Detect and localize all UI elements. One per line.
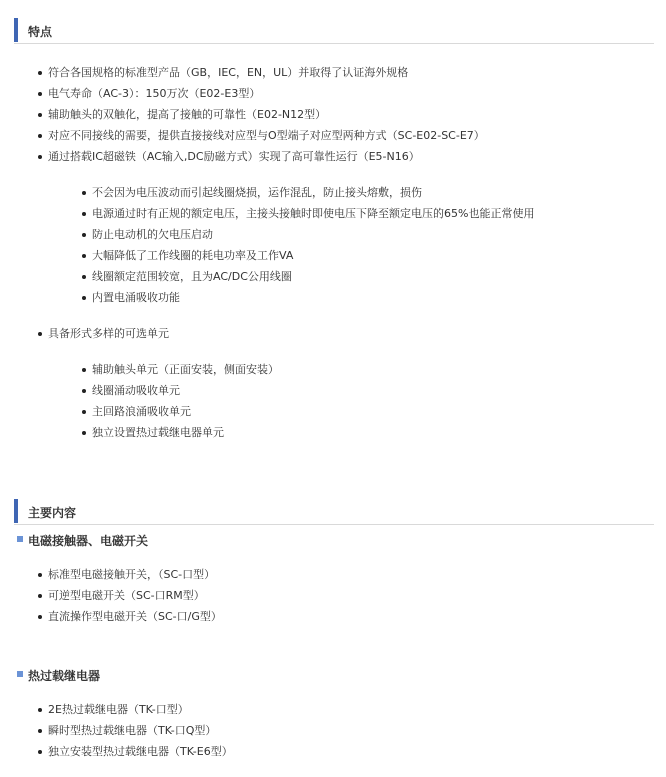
bullet-icon bbox=[38, 708, 42, 712]
bullet-icon bbox=[82, 389, 86, 393]
bullet-icon bbox=[38, 71, 42, 75]
bullet-icon bbox=[82, 275, 86, 279]
bullet-icon bbox=[82, 368, 86, 372]
bullet-icon bbox=[38, 750, 42, 754]
bullet-icon bbox=[82, 254, 86, 258]
bullet-icon bbox=[82, 431, 86, 435]
section-accent-bar bbox=[14, 499, 18, 523]
bullet-icon bbox=[82, 233, 86, 237]
bullet-icon bbox=[38, 134, 42, 138]
bullet-icon bbox=[38, 155, 42, 159]
main-content-header bbox=[14, 499, 654, 525]
section-accent-bar bbox=[14, 18, 18, 42]
features-header bbox=[14, 18, 654, 44]
bullet-icon bbox=[82, 212, 86, 216]
square-bullet-icon bbox=[17, 536, 23, 542]
bullet-icon bbox=[38, 92, 42, 96]
main-content-title: 主要内容 bbox=[28, 506, 77, 520]
bullet-icon bbox=[38, 615, 42, 619]
bullet-icon bbox=[82, 191, 86, 195]
bullet-icon bbox=[38, 113, 42, 117]
bullet-icon bbox=[38, 594, 42, 598]
bullet-icon bbox=[38, 573, 42, 577]
bullet-icon bbox=[82, 410, 86, 414]
square-bullet-icon bbox=[17, 671, 23, 677]
features-title: 特点 bbox=[28, 25, 53, 39]
bullet-icon bbox=[82, 296, 86, 300]
bullet-icon bbox=[38, 729, 42, 733]
bullet-icon bbox=[38, 332, 42, 336]
